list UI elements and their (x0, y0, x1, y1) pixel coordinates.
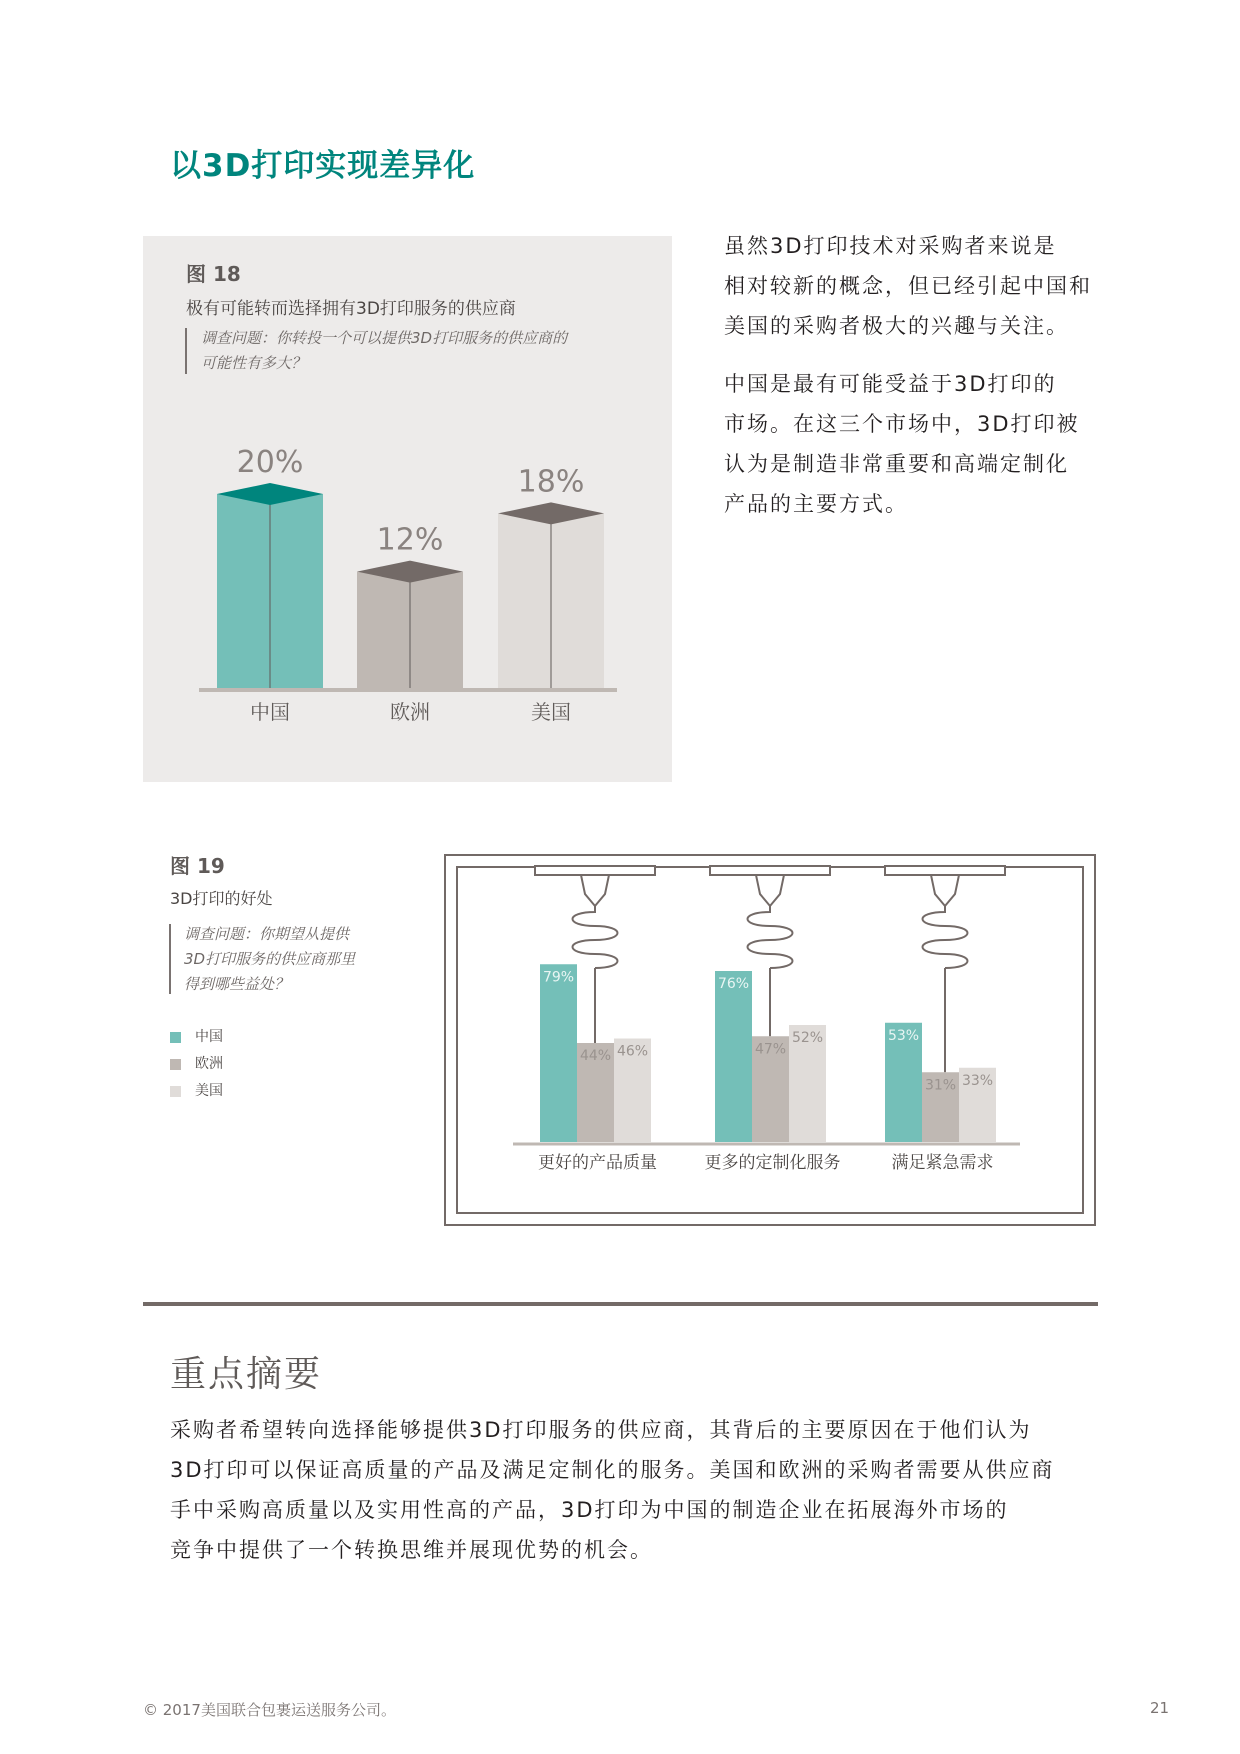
question-line: 可能性有多大？ (201, 354, 307, 372)
summary-line: 竞争中提供了一个转换思维并展现优势的机会。 (170, 1538, 653, 1562)
question-line: 调查问题：你转投一个可以提供3D打印服务的供应商的 (201, 329, 568, 347)
bar (540, 964, 577, 1142)
figure-18-label: 图 18 (186, 262, 241, 286)
value-label: 79% (542, 969, 575, 986)
category-label: 美国 (531, 700, 571, 724)
printer-rail (710, 866, 830, 875)
printer-nozzle (581, 875, 609, 906)
printer-filament (748, 906, 793, 968)
legend-label: 欧洲 (195, 1056, 223, 1072)
value-label: 52% (791, 1030, 824, 1046)
question-line: 调查问题：你期望从提供 (184, 925, 350, 943)
text-line: 相对较新的概念，但已经引起中国和 (724, 274, 1092, 298)
value-label: 20% (236, 445, 304, 480)
question-line: 3D打印服务的供应商那里 (184, 950, 356, 968)
legend-item (170, 1053, 223, 1080)
category-label: 欧洲 (390, 700, 430, 724)
summary-line: 3D打印可以保证高质量的产品及满足定制化的服务。美国和欧洲的采购者需要从供应商 (170, 1458, 1055, 1482)
figure-19-legend (170, 1026, 223, 1107)
section-title: 以3D打印实现差异化 (170, 148, 476, 184)
value-label: 33% (961, 1072, 994, 1089)
legend-swatch (170, 1032, 181, 1043)
printer-rail (535, 866, 655, 875)
text-line: 产品的主要方式。 (724, 492, 908, 516)
category-label: 满足紧急需求 (891, 1153, 994, 1173)
printer-filament (573, 906, 618, 968)
legend-label: 美国 (195, 1083, 223, 1099)
text-line: 中国是最有可能受益于3D打印的 (724, 372, 1057, 396)
intro-paragraph (724, 226, 1094, 346)
legend-swatch (170, 1086, 181, 1097)
value-label: 31% (924, 1077, 957, 1094)
figure-19-question (184, 922, 414, 997)
summary-body (170, 1410, 1085, 1570)
text-line: 认为是制造非常重要和高端定制化 (724, 452, 1069, 476)
value-label: 12% (376, 522, 444, 558)
text-line: 虽然3D打印技术对采购者来说是 (724, 234, 1057, 258)
footer-copyright: © 2017美国联合包裹运送服务公司。 (143, 1701, 396, 1719)
summary-title: 重点摘要 (170, 1354, 323, 1395)
text-line: 美国的采购者极大的兴趣与关注。 (724, 314, 1069, 338)
figure-18-subtitle: 极有可能转而选择拥有3D打印服务的供应商 (186, 299, 516, 319)
value-label: 44% (579, 1048, 612, 1064)
legend-label: 中国 (195, 1029, 223, 1045)
legend-item (170, 1080, 223, 1107)
summary-line: 手中采购高质量以及实用性高的产品，3D打印为中国的制造企业在拓展海外市场的 (170, 1498, 1009, 1522)
text-line: 市场。在这三个市场中，3D打印被 (724, 412, 1080, 436)
value-label: 76% (717, 976, 750, 992)
summary-line: 采购者希望转向选择能够提供3D打印服务的供应商，其背后的主要原因在于他们认为 (170, 1418, 1032, 1442)
value-label: 47% (754, 1041, 787, 1058)
legend-swatch (170, 1059, 181, 1070)
printer-nozzle (756, 875, 784, 906)
value-label: 18% (517, 464, 585, 500)
page-number: 21 (1150, 1699, 1170, 1717)
figure-19-label: 图 19 (170, 854, 225, 878)
figure-19-subtitle: 3D打印的好处 (170, 889, 273, 908)
figure-18-chart (143, 236, 672, 782)
figure-19-chart (440, 850, 1100, 1230)
question-accent-bar (169, 924, 171, 994)
value-label: 53% (887, 1027, 920, 1044)
china-paragraph (724, 364, 1094, 524)
bar (715, 971, 752, 1142)
section-divider (143, 1302, 1098, 1306)
category-label: 更多的定制化服务 (704, 1153, 841, 1173)
category-label: 更好的产品质量 (538, 1153, 657, 1173)
value-label: 46% (616, 1043, 649, 1060)
category-label: 中国 (250, 700, 290, 724)
printer-filament (923, 906, 968, 968)
printer-rail (885, 866, 1005, 875)
printer-nozzle (931, 875, 959, 906)
legend-item (170, 1026, 223, 1053)
question-line: 得到哪些益处？ (184, 975, 290, 993)
